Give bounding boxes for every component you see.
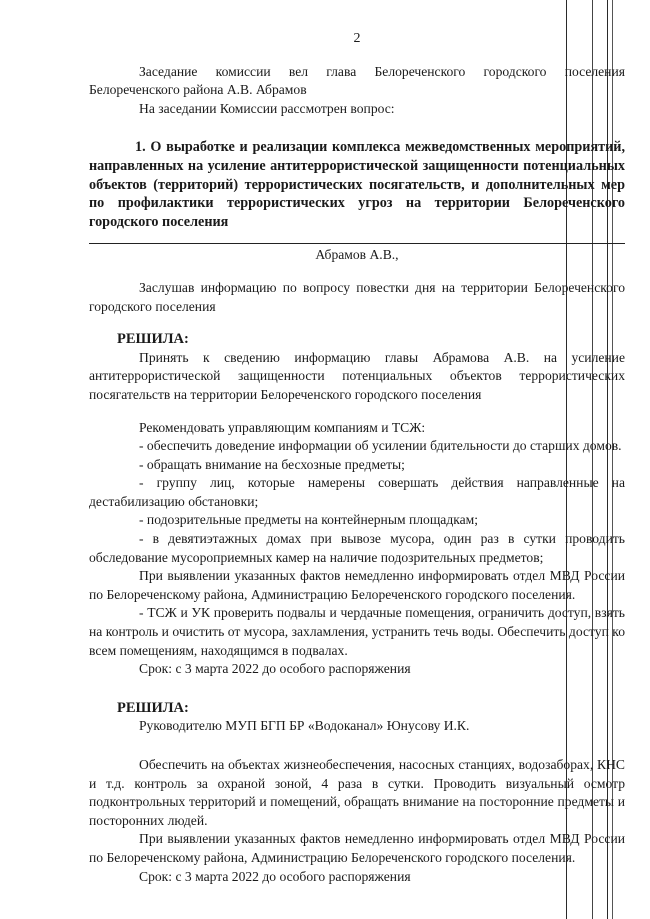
document-body — [89, 30, 625, 886]
deadline-2: Срок: с 3 марта 2022 до особого распоряжения — [139, 868, 411, 884]
list-item: - в девятиэтажных домах при вывозе мусора, один раз в сутки проводить обследование мусороприемных камер на наличие подозрительных предметов; — [89, 531, 625, 565]
list-item: - обеспечить доведение информации об усилении бдительности до старших домов. — [139, 438, 622, 454]
tszh-paragraph: - ТСЖ и УК проверить подвалы и чердачные помещения, ограничить доступ, взять на контроль и очистить от мусора, захламления, устранить течь воды. Обеспечить доступ ко всем помещениям, находящимся в подвалах. — [89, 605, 625, 658]
decision-text-1: Принять к сведению информацию главы Абрамова А.В. на усиление антитеррористической защищенности потенциальных объектов террористических посягательств на территории Белореченского городского поселения — [89, 349, 625, 402]
heard-paragraph: Заслушав информацию по вопросу повестки дня на территории Белореченского городского поселения — [89, 279, 625, 314]
addressee-paragraph: Руководителю МУП БГП БР «Водоканал» Юнусову И.К. — [139, 718, 470, 734]
inform-paragraph-1: При выявлении указанных фактов немедленно информировать отдел МВД России по Белореченскому района, Администрацию Белореченского городского поселения. — [89, 568, 625, 602]
decision-heading-1: РЕШИЛА: — [117, 331, 189, 348]
intro-paragraph: Заседание комиссии вел глава Белореченского городского поселения Белореченского района А.В. Абрамов — [89, 63, 625, 98]
divider — [89, 243, 625, 244]
inform-paragraph-2: При выявлении указанных фактов немедленно информировать отдел МВД России по Белореченскому района, Администрацию Белореченского городского поселения. — [89, 831, 625, 865]
speaker-name: Абрамов А.В., — [315, 247, 399, 263]
decision-text-2: Обеспечить на объектах жизнеобеспечения, насосных станциях, водозаборах, КНС и т.д. контроль за охраной зоной, 4 раза в сутки. Проводить визуальный осмотр подконтрольных территорий и помещений, обращать внимание на посторонние предметы и посторонних людей. — [89, 757, 625, 828]
deadline-1: Срок: с 3 марта 2022 до особого распоряжения — [139, 661, 411, 677]
intro-paragraph-2: На заседании Комиссии рассмотрен вопрос: — [139, 100, 395, 116]
list-item: - обращать внимание на бесхозные предметы; — [139, 456, 405, 472]
recommend-paragraph: Рекомендовать управляющим компаниям и ТСЖ: — [139, 419, 426, 435]
agenda-question: 1. О выработке и реализации комплекса межведомственных мероприятий, направленных на усиление антитеррористической защищенности потенциальных объектов (территорий) террористических посягательств, и дополнительных мер по профилактики террористических угроз на территории Белореченского городского поселения — [89, 139, 625, 230]
recommend-list — [89, 437, 625, 567]
list-item: - группу лиц, которые намерены совершать действия направленные на дестабилизацию обстановки; — [89, 475, 625, 509]
decision-heading-2: РЕШИЛА: — [117, 699, 189, 716]
page-number: 2 — [353, 31, 361, 46]
list-item: - подозрительные предметы на контейнерным площадкам; — [139, 512, 479, 528]
